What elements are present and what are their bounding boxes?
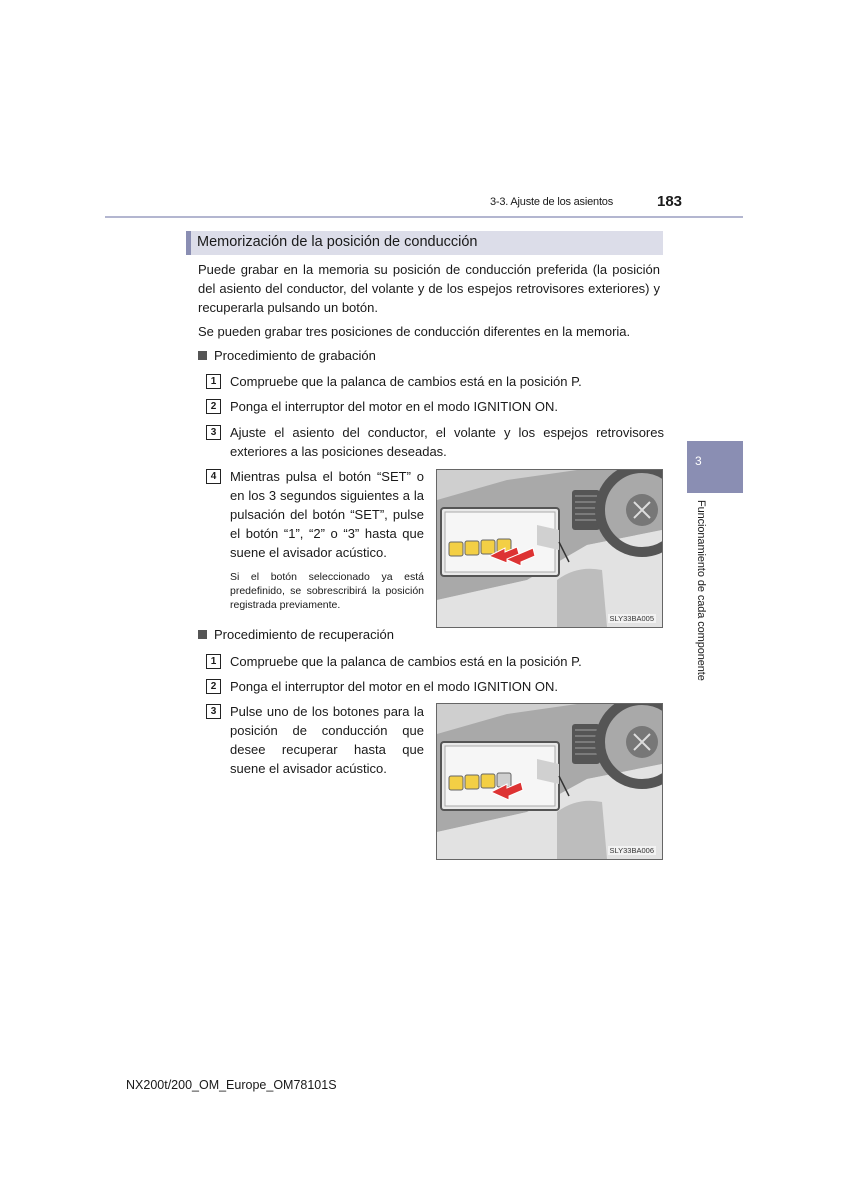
figure-memory-recall	[436, 703, 663, 860]
step-text: Compruebe que la palanca de cambios está en la posición P.	[230, 654, 582, 669]
figure-memory-recording	[436, 469, 663, 628]
subheading-recall	[198, 627, 394, 642]
step-text: Ajuste el asiento del conductor, el volante y los espejos retrovisores exteriores a las posiciones deseadas.	[230, 425, 664, 459]
step-text: Ponga el interruptor del motor en el modo IGNITION ON.	[230, 399, 559, 414]
document-footer: NX200t/200_OM_Europe_OM78101S	[126, 1078, 337, 1092]
header-rule	[105, 216, 743, 218]
step-number: 1	[206, 374, 221, 389]
square-bullet-icon	[198, 630, 207, 639]
intro-paragraph: Puede grabar en la memoria su posición de conducción preferida (la posición del asiento del conductor, del volante y de los espejos retrovisores exteriores) y recuperarla pulsando un botón.	[198, 262, 660, 315]
section-title-bar	[186, 231, 663, 255]
step-number: 2	[206, 679, 221, 694]
chapter-tab	[687, 441, 743, 493]
step-number: 3	[206, 704, 221, 719]
page-number: 183	[657, 193, 683, 210]
figure-code: SLY33BA006	[609, 846, 654, 855]
figure-code: SLY33BA005	[609, 614, 654, 623]
step-note: Si el botón seleccionado ya está predefinido, se sobrescribirá la posición registrada previamente.	[230, 571, 424, 611]
dashboard-illustration	[437, 470, 662, 627]
step-text: Pulse uno de los botones para la posición de conducción que desee recuperar hasta que suene el avisador acústico.	[230, 704, 424, 776]
step-number: 3	[206, 425, 221, 440]
step-text: Ponga el interruptor del motor en el modo IGNITION ON.	[230, 679, 559, 694]
step-number: 1	[206, 654, 221, 669]
subheading-text: Procedimiento de grabación	[214, 348, 376, 363]
subheading-recording	[198, 348, 376, 363]
running-header-section: 3-3. Ajuste de los asientos	[490, 196, 614, 208]
intro-paragraph: Se pueden grabar tres posiciones de conducción diferentes en la memoria.	[198, 324, 631, 339]
dashboard-illustration	[437, 704, 662, 859]
section-title: Memorización de la posición de conducción	[197, 234, 478, 250]
chapter-number: 3	[695, 454, 702, 468]
step-number: 2	[206, 399, 221, 414]
section-title-accent	[186, 231, 191, 255]
subheading-text: Procedimiento de recuperación	[214, 627, 394, 642]
step-text: Mientras pulsa el botón “SET” o en los 3 segundos siguientes a la pulsación del botón “SET”, pulse el botón “1”, “2” o “3” hasta que suene el avisador acústico.	[230, 469, 424, 560]
square-bullet-icon	[198, 351, 207, 360]
chapter-label: Funcionamiento de cada componente	[695, 500, 707, 681]
step-number: 4	[206, 469, 221, 484]
step-text: Compruebe que la palanca de cambios está en la posición P.	[230, 374, 582, 389]
